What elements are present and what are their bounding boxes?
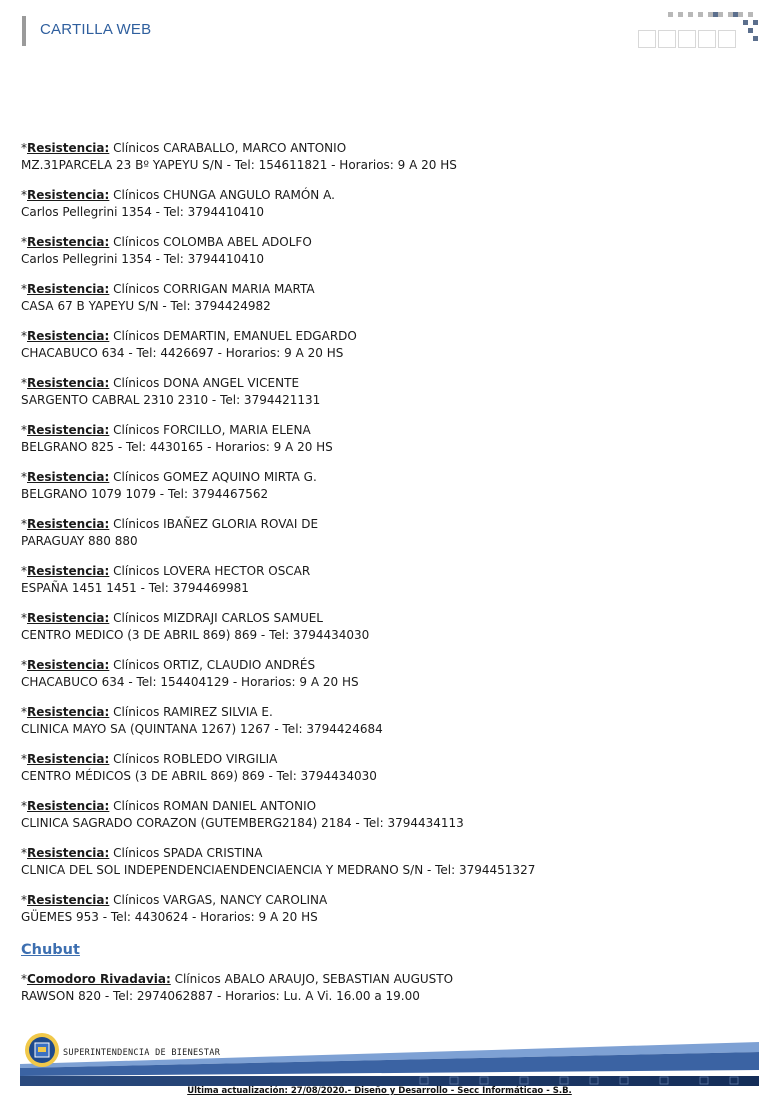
- specialty-label: Clínicos: [113, 658, 160, 672]
- provider-name: FORCILLO, MARIA ELENA: [163, 423, 311, 437]
- provider-line: *Comodoro Rivadavia: Clínicos ABALO ARAUJO, SEBASTIAN AUGUSTO: [21, 972, 454, 986]
- specialty-label: Clínicos: [113, 282, 160, 296]
- location-label: Resistencia:: [27, 376, 110, 390]
- provider-entry: [21, 892, 741, 926]
- provider-entry: [21, 516, 741, 550]
- provider-name: SPADA CRISTINA: [163, 846, 263, 860]
- provider-line: *Resistencia: Clínicos ROBLEDO VIRGILIA: [21, 752, 278, 766]
- specialty-label: Clínicos: [113, 141, 160, 155]
- provider-name: CORRIGAN MARIA MARTA: [163, 282, 315, 296]
- specialty-label: Clínicos: [113, 235, 160, 249]
- provider-line: *Resistencia: Clínicos RAMIREZ SILVIA E.: [21, 705, 273, 719]
- location-label: Resistencia:: [27, 893, 110, 907]
- provider-details: Carlos Pellegrini 1354 - Tel: 3794410410: [21, 205, 264, 219]
- provider-name: VARGAS, NANCY CAROLINA: [163, 893, 328, 907]
- provider-details: Carlos Pellegrini 1354 - Tel: 3794410410: [21, 252, 264, 266]
- provider-details: PARAGUAY 880 880: [21, 534, 138, 548]
- provider-entry: [21, 845, 741, 879]
- provider-name: CARABALLO, MARCO ANTONIO: [163, 141, 347, 155]
- provider-entry: [21, 657, 741, 691]
- specialty-label: Clínicos: [113, 611, 160, 625]
- provider-name: RAMIREZ SILVIA E.: [163, 705, 273, 719]
- specialty-label: Clínicos: [113, 705, 160, 719]
- provider-name: DEMARTIN, EMANUEL EDGARDO: [163, 329, 357, 343]
- provider-name: ABALO ARAUJO, SEBASTIAN AUGUSTO: [224, 972, 454, 986]
- provider-line: *Resistencia: Clínicos ROMAN DANIEL ANTONIO: [21, 799, 317, 813]
- provider-details: CENTRO MÉDICOS (3 DE ABRIL 869) 869 - Tel: 3794434030: [21, 769, 377, 783]
- provider-line: *Resistencia: Clínicos GOMEZ AQUINO MIRTA G.: [21, 470, 317, 484]
- location-label: Resistencia:: [27, 423, 110, 437]
- header-accent-bar: [22, 16, 26, 46]
- specialty-label: Clínicos: [174, 972, 221, 986]
- provider-line: *Resistencia: Clínicos COLOMBA ABEL ADOLFO: [21, 235, 312, 249]
- location-label: Resistencia:: [27, 282, 110, 296]
- specialty-label: Clínicos: [113, 799, 160, 813]
- region-provider-list: [21, 971, 741, 1005]
- region-heading[interactable]: Chubut: [21, 942, 80, 958]
- provider-line: *Resistencia: Clínicos DEMARTIN, EMANUEL EDGARDO: [21, 329, 357, 343]
- location-label: Resistencia:: [27, 188, 110, 202]
- provider-details: ESPAÑA 1451 1451 - Tel: 3794469981: [21, 581, 249, 595]
- provider-name: COLOMBA ABEL ADOLFO: [163, 235, 312, 249]
- provider-details: BELGRANO 1079 1079 - Tel: 3794467562: [21, 487, 269, 501]
- provider-entry: [21, 281, 741, 315]
- location-label: Resistencia:: [27, 235, 110, 249]
- provider-entry: [21, 469, 741, 503]
- provider-name: CHUNGA ANGULO RAMÓN A.: [163, 188, 335, 202]
- provider-name: ORTIZ, CLAUDIO ANDRÉS: [163, 658, 316, 672]
- provider-details: CLINICA SAGRADO CORAZON (GUTEMBERG2184) 2184 - Tel: 3794434113: [21, 816, 464, 830]
- provider-entry: [21, 610, 741, 644]
- provider-line: *Resistencia: Clínicos FORCILLO, MARIA ELENA: [21, 423, 311, 437]
- seal-icon: [24, 1032, 60, 1068]
- provider-line: *Resistencia: Clínicos LOVERA HECTOR OSCAR: [21, 564, 311, 578]
- location-label: Resistencia:: [27, 846, 110, 860]
- provider-entry: [21, 234, 741, 268]
- provider-details: BELGRANO 825 - Tel: 4430165 - Horarios: 9 A 20 HS: [21, 440, 333, 454]
- location-label: Resistencia:: [27, 470, 110, 484]
- provider-details: CHACABUCO 634 - Tel: 4426697 - Horarios: 9 A 20 HS: [21, 346, 344, 360]
- provider-line: *Resistencia: Clínicos CORRIGAN MARIA MARTA: [21, 282, 315, 296]
- provider-details: CLINICA MAYO SA (QUINTANA 1267) 1267 - Tel: 3794424684: [21, 722, 383, 736]
- provider-entry: [21, 422, 741, 456]
- location-label: Resistencia:: [27, 658, 110, 672]
- provider-details: RAWSON 820 - Tel: 2974062887 - Horarios: Lu. A Vi. 16.00 a 19.00: [21, 989, 420, 1003]
- location-label: Resistencia:: [27, 705, 110, 719]
- provider-line: *Resistencia: Clínicos IBAÑEZ GLORIA ROVAI DE: [21, 517, 319, 531]
- provider-details: CHACABUCO 634 - Tel: 154404129 - Horarios: 9 A 20 HS: [21, 675, 359, 689]
- provider-details: SARGENTO CABRAL 2310 2310 - Tel: 3794421131: [21, 393, 321, 407]
- provider-name: LOVERA HECTOR OSCAR: [163, 564, 311, 578]
- provider-details: GÜEMES 953 - Tel: 4430624 - Horarios: 9 A 20 HS: [21, 910, 318, 924]
- provider-line: *Resistencia: Clínicos MIZDRAJI CARLOS SAMUEL: [21, 611, 323, 625]
- provider-entry: [21, 704, 741, 738]
- specialty-label: Clínicos: [113, 423, 160, 437]
- provider-name: GOMEZ AQUINO MIRTA G.: [163, 470, 317, 484]
- provider-entry: [21, 140, 741, 174]
- location-label: Resistencia:: [27, 611, 110, 625]
- provider-name: DONA ANGEL VICENTE: [163, 376, 300, 390]
- location-label: Comodoro Rivadavia:: [27, 972, 171, 986]
- location-label: Resistencia:: [27, 517, 110, 531]
- specialty-label: Clínicos: [113, 564, 160, 578]
- specialty-label: Clínicos: [113, 517, 160, 531]
- provider-list: [21, 140, 741, 926]
- provider-entry: [21, 798, 741, 832]
- provider-name: IBAÑEZ GLORIA ROVAI DE: [163, 517, 319, 531]
- provider-details: CLNICA DEL SOL INDEPENDENCIAENDENCIAENCIA Y MEDRANO S/N - Tel: 3794451327: [21, 863, 536, 877]
- provider-entry: [21, 328, 741, 362]
- provider-line: *Resistencia: Clínicos CHUNGA ANGULO RAMÓN A.: [21, 188, 335, 202]
- org-name: SUPERINTENDENCIA DE BIENESTAR: [63, 1048, 221, 1058]
- header-pattern-icon: [638, 12, 758, 48]
- provider-entry: [21, 971, 741, 1005]
- specialty-label: Clínicos: [113, 846, 160, 860]
- provider-name: ROMAN DANIEL ANTONIO: [163, 799, 317, 813]
- provider-entry: [21, 375, 741, 409]
- listing: [21, 140, 741, 1018]
- provider-line: *Resistencia: Clínicos SPADA CRISTINA: [21, 846, 263, 860]
- provider-entry: [21, 563, 741, 597]
- provider-entry: [21, 187, 741, 221]
- specialty-label: Clínicos: [113, 893, 160, 907]
- page-title: CARTILLA WEB: [40, 21, 152, 38]
- location-label: Resistencia:: [27, 329, 110, 343]
- provider-entry: [21, 751, 741, 785]
- specialty-label: Clínicos: [113, 376, 160, 390]
- specialty-label: Clínicos: [113, 329, 160, 343]
- provider-name: ROBLEDO VIRGILIA: [163, 752, 278, 766]
- provider-name: MIZDRAJI CARLOS SAMUEL: [163, 611, 323, 625]
- provider-details: CASA 67 B YAPEYU S/N - Tel: 3794424982: [21, 299, 271, 313]
- location-label: Resistencia:: [27, 799, 110, 813]
- last-update-text: Ultima actualización: 27/08/2020.- Diseño y Desarrollo - Secc Informáticao - S.B.: [187, 1086, 572, 1096]
- provider-details: CENTRO MEDICO (3 DE ABRIL 869) 869 - Tel: 3794434030: [21, 628, 370, 642]
- location-label: Resistencia:: [27, 141, 110, 155]
- specialty-label: Clínicos: [113, 470, 160, 484]
- provider-line: *Resistencia: Clínicos CARABALLO, MARCO ANTONIO: [21, 141, 347, 155]
- provider-line: *Resistencia: Clínicos DONA ANGEL VICENTE: [21, 376, 300, 390]
- provider-line: *Resistencia: Clínicos ORTIZ, CLAUDIO ANDRÉS: [21, 658, 316, 672]
- provider-line: *Resistencia: Clínicos VARGAS, NANCY CAROLINA: [21, 893, 328, 907]
- specialty-label: Clínicos: [113, 752, 160, 766]
- location-label: Resistencia:: [27, 564, 110, 578]
- provider-details: MZ.31PARCELA 23 Bº YAPEYU S/N - Tel: 154611821 - Horarios: 9 A 20 HS: [21, 158, 457, 172]
- specialty-label: Clínicos: [113, 188, 160, 202]
- location-label: Resistencia:: [27, 752, 110, 766]
